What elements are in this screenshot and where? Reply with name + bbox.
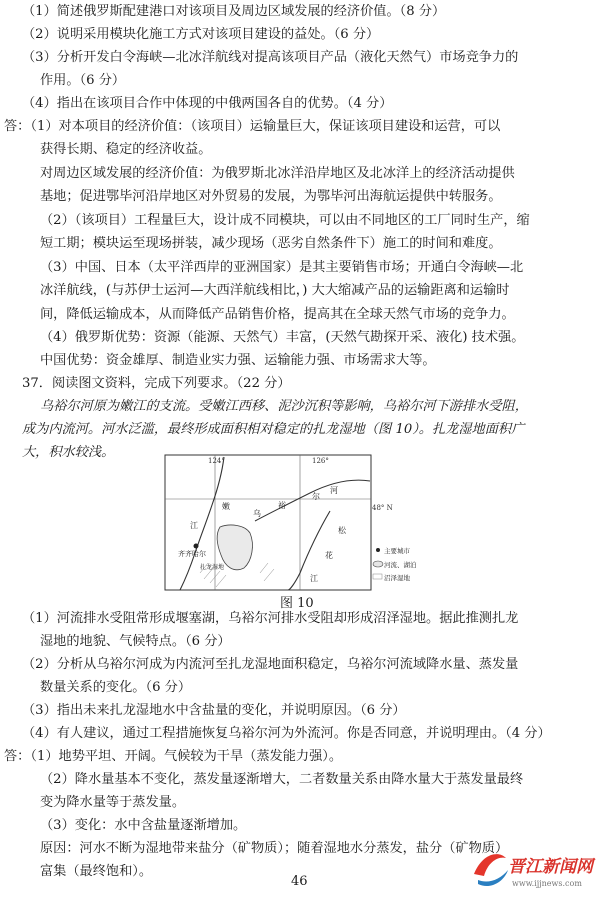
label-jiang2: 江 [310, 574, 318, 583]
q37-ans3-line2: 原因：河水不断为湿地带来盐分（矿物质）；随着湿地水分蒸发，盐分（矿物质） [40, 841, 509, 856]
legend-marsh-label: 沼泽湿地 [384, 574, 410, 582]
label-nen: 嫩 [222, 502, 230, 511]
q37-sub2-line1: （2）分析从乌裕尔河成为内流河至扎龙湿地面积稳定，乌裕尔河流域降水量、蒸发量 [22, 657, 519, 672]
q36-sub4: （4）指出在该项目合作中体现的中俄两国各自的优势。（4 分） [22, 96, 393, 111]
songhua-river [288, 511, 330, 590]
page-number: 46 [291, 874, 308, 889]
qiqihar-city-icon [194, 544, 199, 549]
label-hua: 花 [325, 551, 333, 560]
q37-intro-line1: 乌裕尔河原为嫩江的支流。受嫩江西移、泥沙沉积等影响，乌裕尔河下游排水受阻， [40, 399, 528, 414]
q36-ans4-line2: 中国优势：资金雄厚、制造业实力强、运输能力强、市场需求大等。 [40, 353, 436, 368]
label-qiqihar: 齐齐哈尔 [178, 550, 206, 558]
q37-sub1-line1: （1）河流排水受阻常形成堰塞湖，乌裕尔河排水受阻却形成沼泽湿地。据此推测扎龙 [22, 611, 519, 626]
q37-ans3-line3: 富集（最终饱和）。 [40, 864, 153, 879]
q37-ans2-line2: 变为降水量等于蒸发量。 [40, 795, 186, 810]
label-er: 尔 [312, 492, 320, 501]
q37-sub1-line2: 湿地的地貌、气候特点。（6 分） [40, 634, 231, 649]
q36-ans1-line4: 基地；促进鄂毕河沿岸地区对外贸易的发展，为鄂毕河出海航运提供中转服务。 [40, 189, 502, 204]
q36-ans1-line2: 获得长期、稳定的经济收益。 [40, 142, 212, 157]
label-yu: 裕 [278, 501, 286, 510]
q36-ans2-line2: 短工期；模块运至现场拼装，减少现场（恶劣自然条件下）施工的时间和难度。 [40, 236, 502, 251]
q36-sub3-line1: （3）分析开发白令海峡—北冰洋航线对提高该项目产品（液化天然气）市场竞争力的 [22, 50, 519, 65]
q36-sub1: （1）简述俄罗斯配建港口对该项目及周边区域发展的经济价值。（8 分） [22, 4, 446, 19]
label-wu: 乌 [253, 509, 261, 518]
label-lat-48: 48° N [372, 504, 393, 512]
watermark-url: www.ijjnews.com [512, 879, 582, 888]
label-jiang: 江 [190, 521, 198, 530]
q37-ans2-line1: （2）降水量基本不变化，蒸发量逐渐增大，二者数量关系由降水量大于蒸发量最终 [40, 772, 524, 787]
legend-river-label: 河流、湖泊 [384, 561, 417, 569]
label-zhalong: 扎龙湿地 [200, 564, 225, 571]
q36-ans2-line1: （2）（该项目）工程量巨大，设计成不同模块，可以由不同地区的工厂同时生产，缩 [40, 213, 530, 228]
watermark-swoosh-red [474, 854, 506, 876]
q37-ans1: 答：（1）地势平坦、开阔。气候较为干旱（蒸发能力强）。 [4, 749, 343, 764]
q37-sub4: （4）有人建议，通过工程措施恢复乌裕尔河为外流河。你是否同意，并说明理由。（4 分） [22, 726, 551, 741]
q37-ans3-line1: （3）变化：水中含盐量逐渐增加。 [40, 818, 247, 833]
watermark-name: 晋江新闻网 [508, 857, 593, 877]
q36-ans3-line2: 冰洋航线，(与苏伊士运河—大西洋航线相比，) 大大缩减产品的运输距离和运输时 [40, 283, 510, 298]
q36-sub2: （2）说明采用模块化施工方式对该项目建设的益处。（6 分） [22, 27, 380, 42]
figure-caption: 图 10 [280, 596, 314, 611]
q37-sub2-line2: 数量关系的变化。（6 分） [40, 680, 192, 695]
label-lon-124: 124° [208, 457, 225, 465]
label-he: 河 [330, 486, 338, 495]
legend-marsh-icon [373, 574, 382, 579]
watermark-logo [468, 840, 600, 894]
q36-ans3-line1: （3）中国、日本（太平洋西岸的亚洲国家）是其主要销售市场；开通白令海峡—北 [40, 260, 524, 275]
q37-sub3: （3）指出未来扎龙湿地水中含盐量的变化，并说明原因。（6 分） [22, 703, 406, 718]
label-lon-126: 126° [312, 457, 329, 465]
q36-ans3-line3: 间，降低运输成本，从而降低产品销售价格，提高其在全球天然气市场的竞争力。 [40, 307, 515, 322]
legend-city-icon [376, 548, 380, 552]
legend-lake-icon [373, 561, 383, 567]
q36-ans1-line3: 对周边区域发展的经济价值：为俄罗斯北冰洋沿岸地区及北冰洋上的经济活动提供 [40, 166, 515, 181]
figure-10-map [160, 453, 430, 593]
q36-sub3-line2: 作用。（6 分） [40, 73, 126, 88]
q36-ans1-line1: 答：（1）对本项目的经济价值：（该项目）运输量巨大，保证该项目建设和运营，可以 [4, 119, 501, 134]
q37-heading: 37．阅读图文资料，完成下列要求。（22 分） [22, 376, 291, 391]
q37-intro-line3: 大，积水较浅。 [22, 445, 115, 460]
label-song: 松 [338, 526, 346, 535]
q36-ans4-line1: （4）俄罗斯优势：资源（能源、天然气）丰富，(天然气勘探开采、液化) 技术强。 [40, 330, 525, 345]
q37-intro-line2: 成为内流河。河水泛滥，最终形成面积相对稳定的扎龙湿地（图 10）。扎龙湿地面积广 [22, 422, 525, 437]
legend-city-label: 主要城市 [384, 547, 410, 555]
